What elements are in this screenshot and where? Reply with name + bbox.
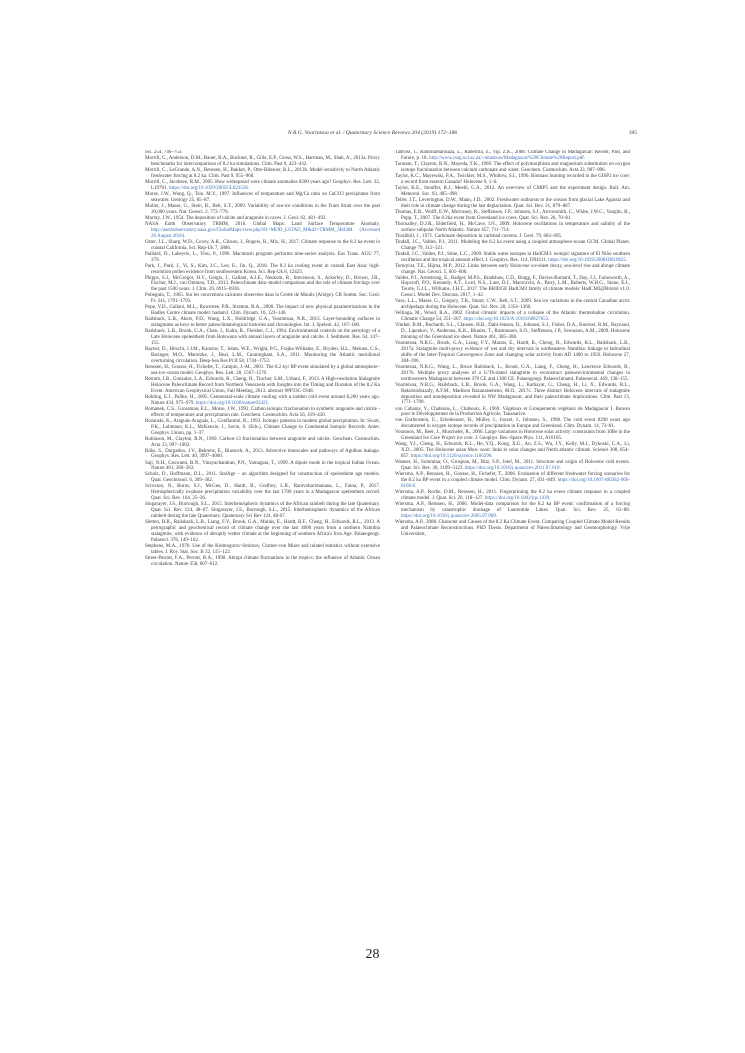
reference-text: Voarintsoa, N.R.G., Wang, L., Bruce Railsback, L., Brook, G.A., Liang, F., Cheng, H., Lawrence Edwards, R., 2017b. Multiple proxy analyses of a U/Th-dated stalagmite to reconstruct paleoenvironmental changes in northwestern Madagascar between 370 CE and 1300 CE. Palaeogeogr. Palaeoclimatol. Palaeoecol. 469, 138–155. (395, 364, 630, 382)
reference-entry (395, 502, 630, 520)
reference-entry (395, 186, 630, 198)
reference-entry (145, 377, 380, 395)
reference-text: von Grafenstein, U., Erlenkeuser, H., Müller, J., Jouzel, J., Johnsen, S., 1998. The cold event 8200 years ago documented in oxygen isotope records of precipitation in Europe and Greenland. Clim. Dynam. 14, 73–81. (395, 418, 630, 430)
reference-text: Saji, N.H., Goswami, B.N., Vinayachandran, P.N., Yamagata, T., 1999. A dipole mode in the tropical Indian Ocean. Nature 401, 360–363. (145, 460, 380, 472)
reference-doi-link[interactable]: https://doi.org/10.1007/s00382-006-0166-0. (401, 478, 630, 489)
reference-entry (145, 180, 380, 192)
reference-entry (395, 311, 630, 323)
reference-text: Tindall, J.C., Valdes, P.J., Sime, L.C., 2009. Stable water isotopes in HadCM3: isotopic signature of El Niño southern oscillation and the tropical amount effect. J. Geophys. Res. 114, D04111. (395, 251, 630, 263)
reference-entry (395, 383, 630, 407)
reference-entry (395, 162, 630, 174)
reference-text: Morrill, C., LeGrande, A.N., Renssen, H., Bakker, P., Otto-Bliesner, B.L., 2013b. Model sensitivity to North Atlantic freshwater forcing at 8.2 ka. Clim. Past 9, 955–968. (145, 168, 380, 179)
reference-text: Taylor, K.C., Mayewski, P.A., Twickler, M.S., Whitlow, S.I., 1996. Biomass burning recorded in the GISP2 ice core: a record from eastern Canada? Holocene 6, 1–6. (395, 173, 630, 185)
reference-text: Railsback, L.B., Akers, P.D., Wang, L.X., Holdridge, G.A., Voarintsoa, N.R., 2013. Layer-bounding surfaces in stalagmites as keys to better paleoclimatological histories and chronologies. Int. J. Speleol. 42, 167–180. (145, 317, 380, 329)
reference-entry (145, 216, 380, 222)
reference-doi-link[interactable]: http://earthobservatory.nasa.gov/GlobalMaps/view.php?d1=MOD_LSTAD_M&d2=TRMM_3B43M. (Accessed 26 August 2016). (151, 227, 380, 239)
reference-entry (395, 264, 630, 276)
reference-text: Vellinga, M., Wood, R.A., 2002. Global climatic impacts of a collapse of the Atlantic thermohaline circulation. Climatic Change 54, 251–267. (395, 311, 630, 323)
reference-entry (395, 365, 630, 383)
reference-text: Thomas, E.R., Wolff, E.W., Mulvaney, R., Steffensen, J.P., Johnsen, S.J., Arrowsmith, C., White, J.W.C., Vaughn, B., Popp, T., 2007. The 8.2ka event from Greenland ice cores. Quat. Sci. Rev. 26, 70–81. (395, 209, 630, 221)
reference-text: Wang, Y.J., Cheng, H., Edwards, R.L., He, Y.Q., Kong, X.G., An, Z.S., Wu, J.Y., Kelly, M.J., Dykoski, C.A., Li, X.D., 2005. The Holocene asian Mon- soon: links to solar changes and North atlantic climate. Science 308, 854–857. (395, 442, 630, 460)
reference-text: Stephens, M.A., 1970. Use of the Kolmogorov-Smirnov, Cramer-von Mises and related statistics without extensive tables. J. Roy. Stat. Soc. B 32, 115–122. (145, 543, 380, 555)
reference-doi-link[interactable]: https://doi.org/10.1023/A:1016168827653. (463, 317, 550, 323)
reference-text: Park, J., Park, J., Yi, S., Kim, J.C., Lee, E., Jin, Q., 2018. The 8.2 ka cooling event in coastal East Asia: high-resolution pollen evidence from southwestern Korea. Sci. Rep-Uk 8, 12423. (145, 263, 380, 275)
reference-text: Retrum, J.B., Gonzalez, L.A., Edwards, R., Cheng, H., Tincher, S.M., Urbani, F., 2013. A High-resolution Stalagmite Holocene Paleoclimate Record from Northern Venezuela with Insights into the Timing and Duration of the 8.2 Ka Event. American Geophysical Union, Fall Meeting, 2013. abstract #PP33C-1948. (145, 376, 380, 394)
reference-entry (395, 276, 630, 300)
reference-entry (145, 276, 380, 294)
reference-entry (395, 418, 630, 430)
reference-entry (145, 329, 380, 347)
reference-entry (145, 222, 380, 240)
reference-entry (145, 502, 380, 520)
reference-text: Tadross, T., Randriamarolaza, L., Rabefitia, Z., Yip, Z.K., 2008. Climate Change in Madagascar: Recent, Past, and Future, p. 18. (395, 150, 630, 161)
reference-text: Wiersma, A.P., 2008. Character and Causes of the 8.2 Ka Climate Event. Comparing Coupled Climate Model Results and Palaeoclimate Reconstructions. PhD Thesis. Department of Paleoclimatology and Geomorphology. Vrije Universiteit, (395, 519, 630, 537)
reference-entry (145, 252, 380, 264)
reference-entry (395, 198, 630, 210)
reference-entry (395, 299, 630, 311)
reference-doi-link[interactable]: https://doi.org/10.1029/2008JD010825. (548, 257, 628, 263)
reference-text: von Cabanis, Y., Chabouis, L., Chabouis, F., 1969. Végétaux et Groupements végétaux de Madagascar I. Bureau pour le Développement de la Production Agricole, Tananarive. (395, 406, 630, 418)
reference-entry (395, 341, 630, 365)
reference-text: Wiersma, A.P., Roche, D.M., Renssen, H., 2011. Fingerprinting the 8.2 ka event climate response in a coupled climate model. J. Quat. Sci. 26, 118–127. (395, 490, 630, 501)
reference-entry (395, 240, 630, 252)
reference-text: Singarayer, J.S., Burrough, S.L., 2015. Interhemispheric dynamics of the African rainbelt during the late Quaternary. Quat. Sci. Rev. 124, 48–67. Singarayer, J.S., Burrough, S.L., 2015. Interhemispheric dynamics of the African rainbelt during the late Quaternary. Quaternary Sci Rev 124, 48-67. (145, 502, 380, 520)
reference-entry (145, 192, 380, 204)
reference-text: Vaze, L.L., Masse, G., Gregory, T.R., Smart, C.W., Belt, S.T., 2009. Sea ice variations in the central Canadian arctic archipelago during the Holocene. Quat. Sci. Rev. 28, 1354–1366. (395, 299, 630, 311)
reference-text: Valdes, P.J., Armstrong, E., Badger, M.P.S., Bradshaw, C.D., Bragg, F., Davies-Barnard, T., Day, J.J., Farnsworth, A., Hopcroft, P.O., Kennedy, A.T., Lord, N.S., Lunt, D.J., Marzocchi, A., Parry, L.M., Roberts, W.H.G., Stone, E.J., Tourte, G.J.L., Williams, J.H.T., 2017. The BRIDGE HadCM3 family of climate models: HadCM3@Bristol v1.0. Geosci. Model Dev. Discuss. 2017, 1–42. (395, 275, 630, 299)
reference-doi-link[interactable]: https://doi.org/10.1016/j.quascirev.2005.07.009. (401, 513, 498, 519)
reference-text: Voarintsoa, N.R.G., Brook, G.A., Liang, F.Y., Marais, E., Hardt, B., Cheng, H., Edwards, R.L., Railsback, L.B., 2017a. Stalagmite multi-proxy evidence of wet and dry intervals in northeastern Namibia: linkage to latitudinal shifts of the Inter-Tropical Convergence Zone and changing solar activity from AD 1400 to 1950. Holocene 27, 384–396. (395, 341, 630, 364)
reference-entry (395, 490, 630, 502)
reference-doi-link[interactable]: http://www.csag.uct.ac.za/~mtadross/Madagascar%20Climate%20Report.pdf. (429, 155, 586, 161)
reference-text: Rubinson, M., Clayton, R.N., 1969. Carbon-13 fractionation between aragonite and calcite. Geochem. Cosmochim. Acta 33, 997–1002. (145, 436, 380, 448)
reference-entry (145, 556, 380, 568)
folio-number: 28 (365, 947, 380, 962)
reference-text: Wiersma, A.P., Renssen, H., Goosse, H., Fichefet, T., 2006. Evaluation of different freshwater forcing scenarios for the 8.2 ka BP event in a coupled climate model. Clim. Dynam. 27, 831–849. (395, 472, 630, 484)
reference-text: NASA Earth Observatory TRMM, 2016. Global Maps: Land Surface Temperature Anomaly. (145, 221, 380, 227)
reference-entry (395, 442, 630, 460)
reference-text: Sci. 254, 746–753. (145, 150, 183, 155)
reference-text: Vinther, B.M., Buchardt, S.L., Clausen, H.B., Dahl-Jensen, D., Johnsen, S.J., Fisher, D.A., Koerner, R.M., Raynaud, D., Lipenkov, V., Andersen, K.K., Blunier, T., Rasmussen, S.O., Steffensen, J.P., Svensson, A.M., 2009. Holocene thinning of the Greenland ice sheet. Nature 461, 385–388. (395, 323, 630, 341)
reference-doi-link[interactable]: https://doi.org/10.1002/jqs.1439. (484, 495, 551, 501)
reference-text: Thornalley, D.J.R., Elderfield, H., McCave, I.N., 2009. Holocene oscillations in temperature and salinity of the surface subpolar North Atlantic. Nature 457, 711–714. (395, 221, 630, 233)
reference-text: Taylor, K.E., Stouffer, R.J., Meehl, G.A., 2012. An overview of CMIP5 and the experiment design. Bull. Am. Meteorol. Soc. 93, 485–498. (395, 185, 630, 197)
reference-text: Vonmoos, M., Beer, J., Muscheler, R., 2006. Large variations in Holocene solar activity: constraints from 10Be in the Greenland Ice Core Project ice core. J. Geophys. Res.-Space Phys. 111, A10105. (395, 430, 630, 442)
reference-text: Wiersma, A.P., Renssen, H., 2006. Model-data comparison for the 8.2 ka BP event: confirmation of a forcing mechanism by catastrophic drainage of Laurentide Lakes. Quat. Sci. Rev. 25, 63–88. (395, 501, 630, 513)
reference-entry (145, 395, 380, 407)
reference-text: Morse, J.W., Wang, Q., Tsio, M.Y., 1997. Influences of temperature and Mg/Ca ratio on CaCO3 precipitates from seawater. Geology 25, 85–87. (145, 191, 380, 203)
reference-doi-link[interactable]: https://doi.org/10.1016/j.quascirev.2011.07.010. (464, 466, 561, 472)
reference-entry (145, 204, 380, 216)
reference-entry (145, 168, 380, 180)
reference-entry (145, 484, 380, 502)
reference-text: Teller, J.T., Leverington, D.W., Mann, J.D., 2002. Freshwater outbursts to the oceans from glacial Lake Agassiz and their role in climate change during the last deglaciation. Quat. Sci. Rev. 21, 879–887. (395, 197, 630, 209)
reference-text: Rohling, E.J., Palike, H., 2005. Centennial-scale climate cooling with a sudden cold event around 8,200 years ago. Nature 434, 975–979. (145, 394, 380, 406)
reference-entry (145, 240, 380, 252)
reference-entry (145, 419, 380, 437)
reference-text: Street-Perrott, F.A., Perrott, R.A., 1990. Abrupt climate fluctuations in the tropics: the influence of Atlantic Ocean circulation. Nature 358, 607–612. (145, 555, 380, 567)
reference-text: Thrailkill, J., 1971. Carbonate deposition in carlsbad caverns. J. Geol. 79, 683–695. (395, 233, 563, 239)
reference-text: Sletten, H.R., Railsback, L.B., Liang, F.Y., Brook, G.A., Marais, E., Hardt, B.F., Cheng, H., Edwards, R.L., 2013. A petrographic and geochemical record of climate change over the last 4600 years from a northern Namibia stalagmite, with evidence of abruptly wetter climate at the beginning of southern Africa's Iron Age. Palaeogeogr. Palaeocl. 376, 149–162. (145, 520, 380, 543)
reference-entry (395, 520, 630, 538)
reference-text: Morrill, C., Jacobsen, R.M., 2005. How widespread were climate anomalies 8200 years ago? Geophys. Res. Lett. 32, L19701. (145, 179, 380, 191)
reference-entry (145, 449, 380, 461)
reference-entry (145, 317, 380, 329)
reference-doi-link[interactable]: https://doi.org/10.1126/science.1106296. (411, 454, 493, 460)
reference-text: Phipps, S.J., McGregor, H.V., Gergis, J., Gallant, A.J.E., Neukom, R., Stevenson, S., Ackerley, D., Brown, J.R., Fischer, M.J., van Ommen, T.D., 2013. Paleoclimate data–model comparison and the role of climate forcings over the past 1500 years. J. Clim. 26, 6915–6936. (145, 275, 380, 293)
reference-text: Renssen, H., Goosse, H., Fichefet, T., Campin, J.-M., 2001. The 8.2 kyr BP event simulated by a global atmosphere–sea-ice–ocean model. Geophys. Res. Lett. 28, 1567–1570. (145, 365, 380, 376)
reference-entry (395, 222, 630, 234)
running-header (0, 130, 745, 142)
reference-entry (145, 293, 380, 305)
reference-entry (145, 544, 380, 556)
reference-entry (395, 150, 630, 162)
reference-text: Tarutani, T., Clayton, R.N., Mayeda, T.K., 1969. The effect of polymorphism and magnesium substitution on oxygen isotope fractionation between calcium carbonate and water. Geochem. Cosmochim. Acta 33, 987–996. (395, 161, 630, 173)
reference-text: Tindall, J.C., Valdes, P.J., 2011. Modeling the 8.2 ka event using a coupled atmosphere-ocean GCM. Global Planet. Change 79, 312–321. (395, 239, 630, 251)
reference-entry (145, 150, 380, 156)
reference-entry (145, 407, 380, 419)
reference-entry (395, 234, 630, 240)
reference-entry (395, 460, 630, 472)
reference-entry (395, 323, 630, 341)
reference-text: Morrill, C., Anderson, D.M., Bauer, B.A., Buckner, R., Gille, E.P., Gross, W.S., Hartman, M., Shah, A., 2013a. Proxy benchmarks for intercomparison of 8.2 ka simulations. Clim. Past 9, 423–432. (145, 156, 380, 167)
reference-entry (145, 264, 380, 276)
reference-text: Rühs, S., Durgadoo, J.V., Behrens, E., Biastoch, A., 2013. Advective timescales and pathways of Agulhas leakage. Geophys. Res. Lett. 40, 3997–4000. (145, 448, 380, 460)
reference-entry (395, 210, 630, 222)
reference-text: Pope, V.D., Gallani, M.L., Rowntree, P.R., Stratton, R.A., 2000. The impact of new physical parametrizations in the Hadley Centre climate model: hadam3. Clim. Dynam. 16, 123–146. (145, 305, 380, 317)
reference-entry (145, 520, 380, 544)
reference-text: Scholz, D., Hoffmann, D.L., 2011. StalAge – an algorithm designed for construction of speleothem age models. Quat. Geochronol. 6, 369–382. (145, 472, 380, 484)
reference-text: Murray, J.W., 1954. The deposition of calcite and aragonite in caves. J. Geol. 62, 481–492. (145, 215, 327, 221)
reference-text: Oster, J.L., Sharp, W.D., Covey, A.K., Gibson, J., Rogers, B., Mix, H., 2017. Climate response to the 8.2 ka event in coastal California. Sci. Rep-Uk 7, 3886. (145, 239, 380, 251)
reference-entry (395, 174, 630, 186)
reference-text: Pobeguin, T., 1965. Sur les concretions calcaires observées dans la Grotte de Moulis (Ariège). CR Somm. Soc. Geol. Fr. 241, 1791–1793. (145, 293, 380, 305)
references-section (145, 150, 630, 850)
reference-doi-link[interactable]: https://doi.org/10.1029/2005GL023536. (169, 185, 250, 191)
reference-entry (145, 156, 380, 168)
reference-text: Voarintsoa, N.R.G., Railsback, L.B., Brook, G.A., Wang, L., Kathayat, G., Cheng, H., Li, X., Edwards, R.L., Rakotondrazafy, A.F.M., Madison Razanatseheno, M.O., 2017c. Three distinct Holocene intervals of stalagmite deposition and nondeposition revealed in NW Madagascar, and their paleoclimate implications. Clim. Past 13, 1771–1790. (395, 382, 630, 406)
reference-entry (145, 437, 380, 449)
reference-entry (395, 252, 630, 264)
reference-doi-link[interactable]: https://doi.org/10.1038/nature03421. (195, 400, 270, 406)
reference-entry (395, 407, 630, 419)
journal-citation: N.R.G. Voarintsoa et al. / Quaternary Science Reviews 204 (2019) 172–186 (287, 130, 458, 136)
reference-entry (145, 461, 380, 473)
reference-text: Wanner, H., Solomina, O., Grosjean, M., Ritz, S.P., Jetel, M., 2011. Structure and origin of Holocene cold events. Quat. Sci. Rev. 30, 3109–3123. (395, 460, 630, 472)
reference-text: Muller, J., Masse, G., Stein, R., Belt, S.T., 2009. Variability of sea-ice conditions in the Fram Strait over the past 30,000 years. Nat. Geosci. 2, 772–776. (145, 203, 380, 215)
reference-entry (395, 472, 630, 490)
reference-entry (145, 305, 380, 317)
references-right-column (395, 150, 630, 538)
references-left-column (145, 150, 380, 568)
reference-text: Tornqvist, T.E., Hijma, M.P., 2012. Links between early Holocene ice-sheet decay, sea-level rise and abrupt climate change. Nat. Geosci. 5, 601–606. (395, 263, 630, 275)
reference-text: Paillard, D., Labeyrie, L., Yiou, P., 1996. Macintosh program performs time-series analysis. Eos Trans. AGU 77, 379. (145, 251, 380, 263)
reference-text: Rayner, D., Hirschi, J.J.M., Kanzow, T., Johns, W.E., Wright, P.G., Frajka-Williams, E., Bryden, H.L., Meinen, C.S., Baringer, M.O., Marotzke, J., Beal, L.M., Cunningham, S.A., 2011. Monitoring the Atlantic meridional overturning circulation. Deep-Sea Res Pt II 58, 1744–1753. (145, 347, 380, 364)
reference-entry (395, 430, 630, 442)
reference-text: Railsback, L.B., Brook, G.A., Chen, J., Kalin, R., Fleisher, C.J., 1994. Environmental controls on the petrology of a Late Holocene speleothem from Botswana with annual layers of aragonite and calcite. J. Sediment. Res. 64, 147–155. (145, 329, 380, 347)
reference-text: Rozanski, K., Araguás-Araguás, L., Gonfiantini, R., 1993. Isotopic patterns in modern global precipitation. In: Swart, P.K., Lohmann, K.L., McKenzie, J., Savin, S. (Eds.), Climate Change in Continental Isotopic Records. Amer. Geophys. Union, pp. 1–37. (145, 418, 380, 436)
reference-entry (145, 365, 380, 377)
reference-text: Romanek, C.S., Grossman, E.L., Morse, J.W., 1992. Carbon isotopic fractionation in synthetic aragonite and calcite - effects of temperature and precipitation rate. Geochem. Cosmochim. Acta 56, 419–430. (145, 406, 380, 418)
reference-text: Scroxton, N., Burns, S.J., McGee, D., Hardt, B., Godfrey, L.R., Ranivoharimanana, L., Faina, P., 2017. Hemispherically in-phase precipitation variability over the last 1700 years in a Madagascar speleothem record. Quat. Sci. Rev. 164, 25–36. (145, 484, 380, 502)
reference-entry (145, 347, 380, 365)
page-number: 185 (628, 130, 637, 136)
reference-entry (145, 472, 380, 484)
